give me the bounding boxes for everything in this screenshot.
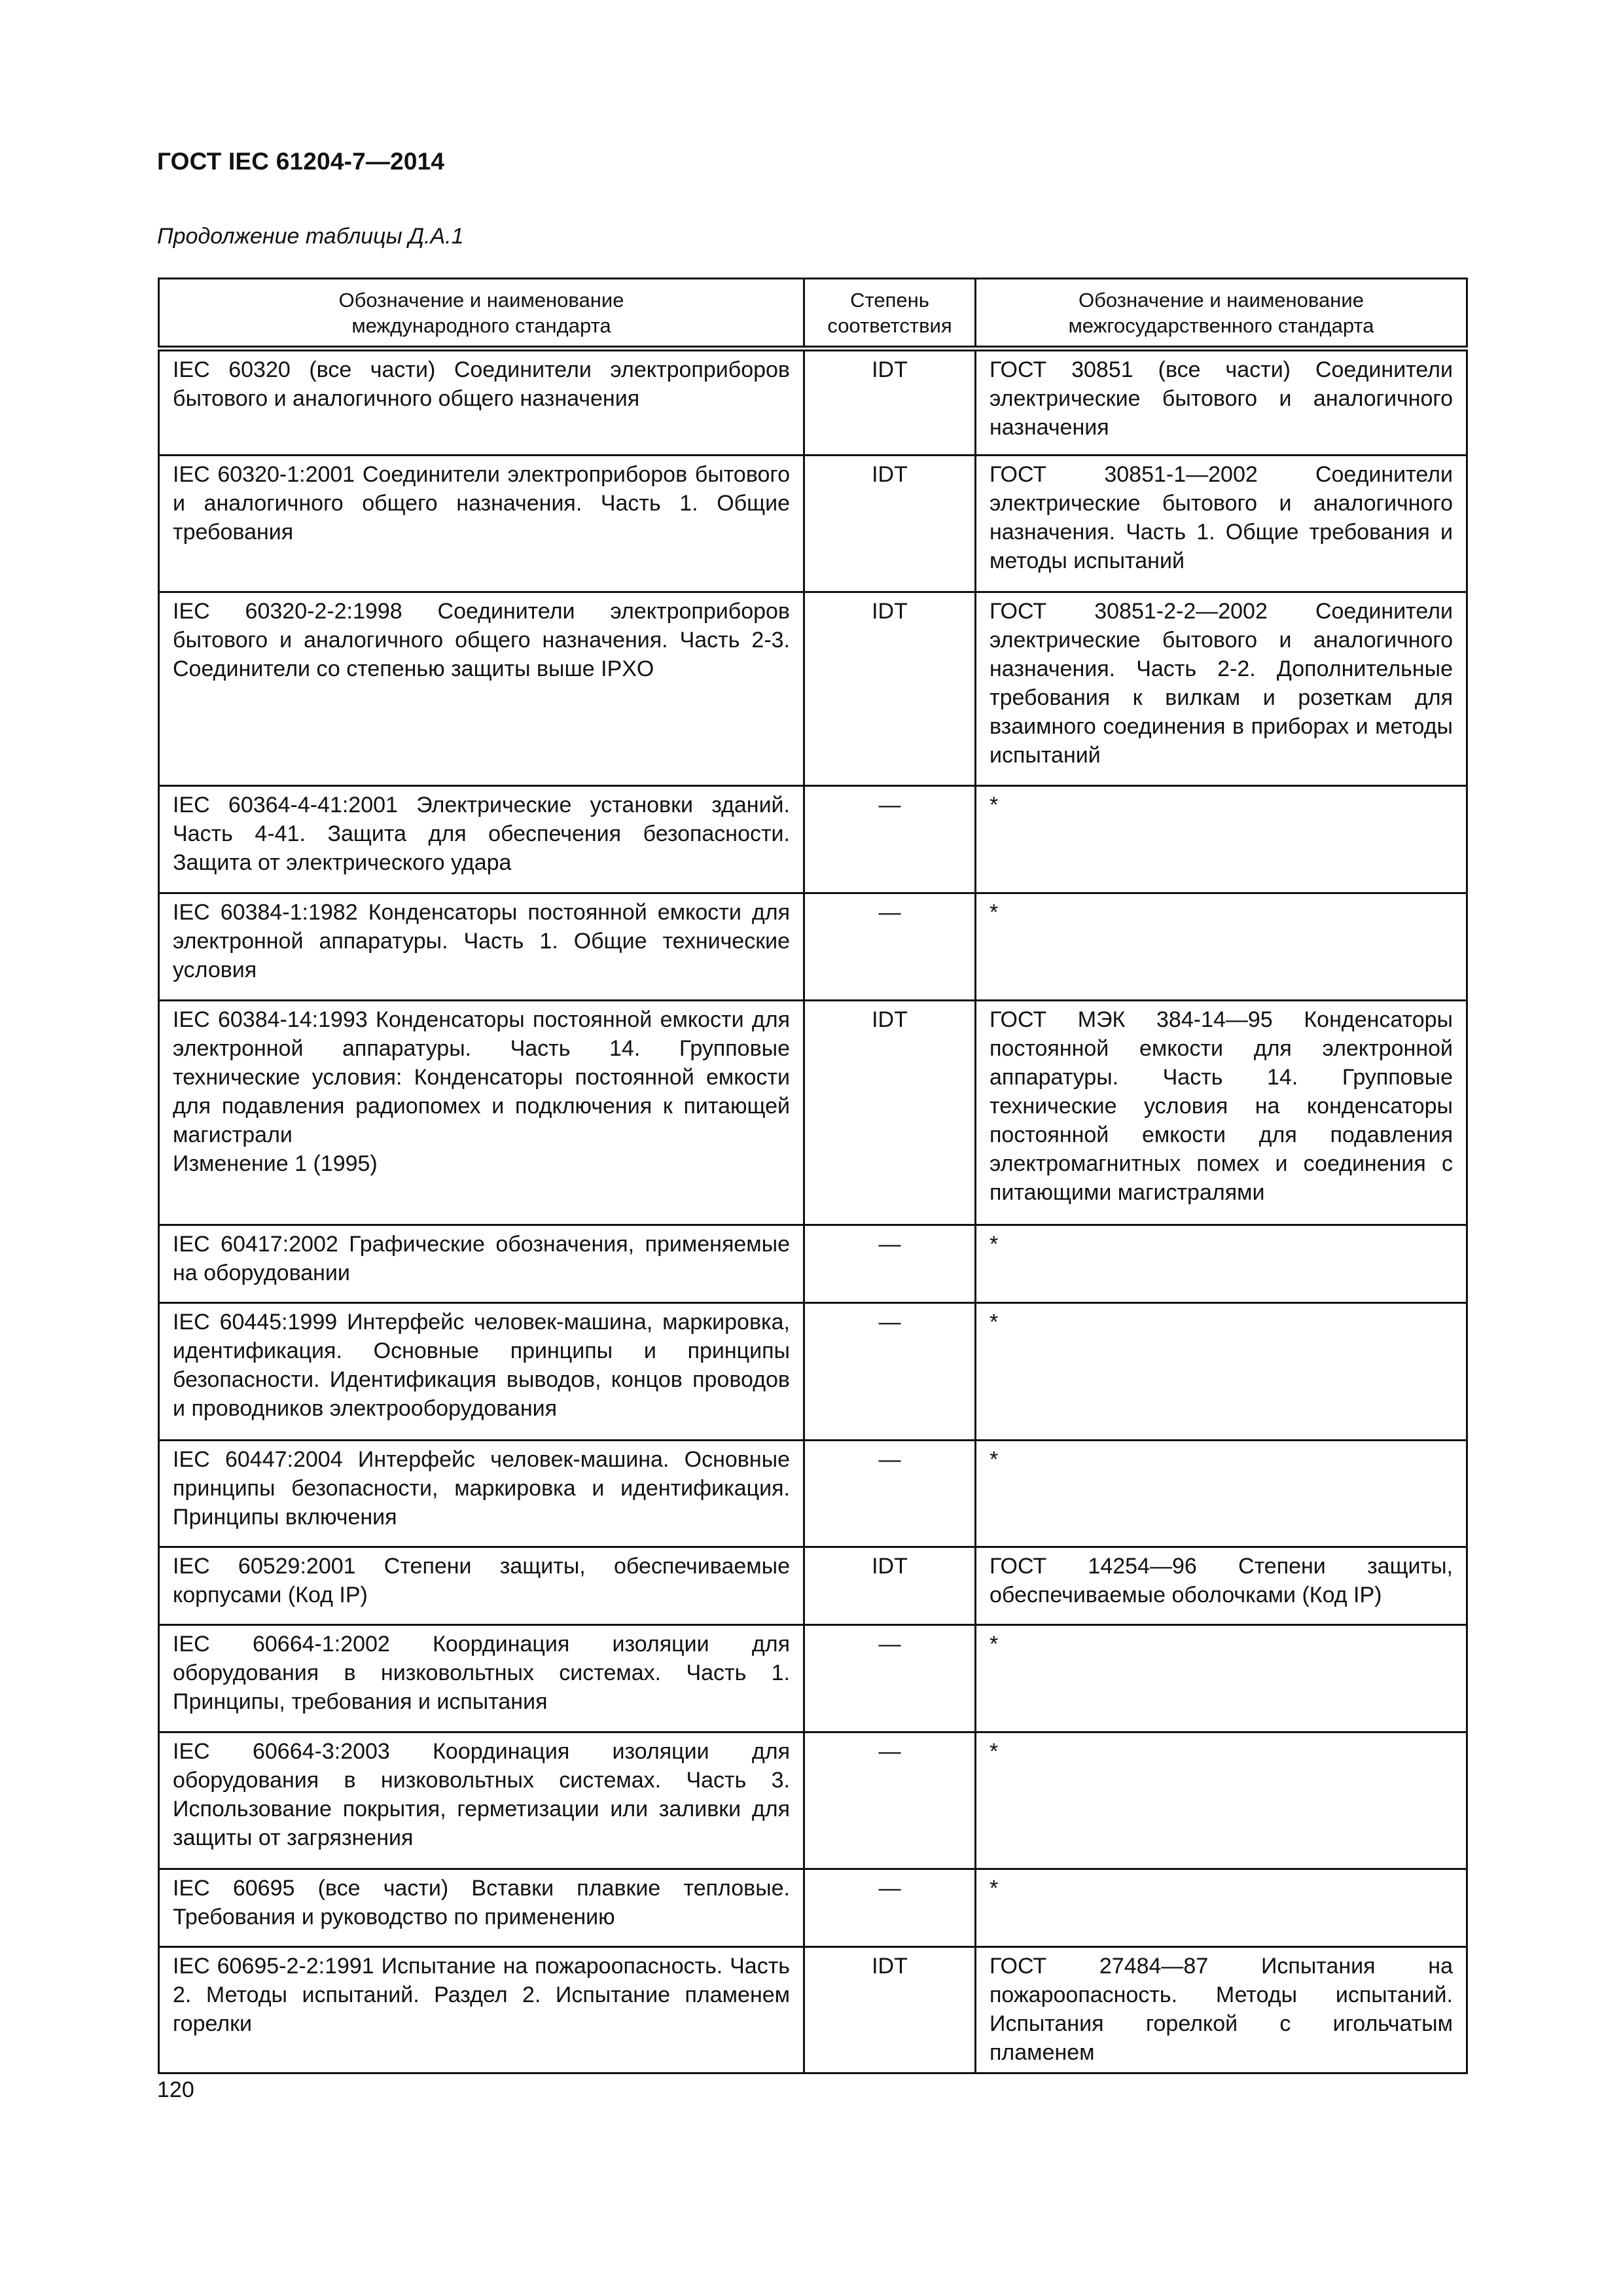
interstate-standard-cell: * (976, 1441, 1467, 1547)
interstate-standard-cell: ГОСТ 14254—96 Степени защиты, обеспечиваемые оболочками (Код IP) (976, 1547, 1467, 1625)
table-header-row (159, 279, 1467, 349)
degree-cell: — (804, 786, 976, 893)
table-row (159, 1869, 1467, 1947)
document-title: ГОСТ IEC 61204-7—2014 (157, 148, 445, 175)
international-standard-cell: IEC 60384-14:1993 Конденсаторы постоянной емкости для электронной аппаратуры. Часть 14. Групповые технические условия: Конденсаторы постоянной емкости для подавления радиопомех и подключения к питающей магистрали Изменение 1 (1995) (159, 1001, 804, 1225)
header-international-label: Обозначение и наименование международного стандарта (338, 288, 624, 337)
international-standard-cell: IEC 60417:2002 Графические обозначения, применяемые на оборудовании (159, 1225, 804, 1303)
degree-cell: — (804, 893, 976, 1001)
header-international-standard (159, 279, 804, 349)
interstate-standard-cell: ГОСТ 30851-1—2002 Соединители электрические бытового и аналогичного назначения. Часть 1. Общие требования и методы испытаний (976, 456, 1467, 592)
table-row (159, 786, 1467, 893)
degree-cell: — (804, 1625, 976, 1732)
degree-cell: IDT (804, 1947, 976, 2073)
degree-cell: — (804, 1225, 976, 1303)
degree-cell: IDT (804, 349, 976, 456)
international-standard-cell: IEC 60320-2-2:1998 Соединители электроприборов бытового и аналогичного общего назначения. Часть 2-3. Соединители со степенью защиты выше IPXO (159, 592, 804, 786)
interstate-standard-cell: ГОСТ 30851 (все части) Соединители электрические бытового и аналогичного назначения (976, 349, 1467, 456)
header-interstate-label: Обозначение и наименование межгосударственного стандарта (1068, 288, 1374, 337)
degree-cell: IDT (804, 592, 976, 786)
interstate-standard-cell: ГОСТ 27484—87 Испытания на пожароопасность. Методы испытаний. Испытания горелкой с игольчатым пламенем (976, 1947, 1467, 2073)
interstate-standard-cell: * (976, 1869, 1467, 1947)
international-standard-cell: IEC 60664-3:2003 Координация изоляции для оборудования в низковольтных системах. Часть 3. Использование покрытия, герметизации или заливки для защиты от загрязнения (159, 1732, 804, 1869)
table-row (159, 1732, 1467, 1869)
degree-cell: IDT (804, 1001, 976, 1225)
table-row (159, 349, 1467, 456)
interstate-standard-cell: * (976, 1732, 1467, 1869)
international-standard-cell: IEC 60664-1:2002 Координация изоляции для оборудования в низковольтных системах. Часть 1. Принципы, требования и испытания (159, 1625, 804, 1732)
table-row (159, 1303, 1467, 1441)
table-row (159, 1225, 1467, 1303)
header-interstate-standard (976, 279, 1467, 349)
international-standard-cell: IEC 60529:2001 Степени защиты, обеспечиваемые корпусами (Код IP) (159, 1547, 804, 1625)
international-standard-cell: IEC 60364-4-41:2001 Электрические установки зданий. Часть 4-41. Защита для обеспечения безопасности. Защита от электрического удара (159, 786, 804, 893)
interstate-standard-cell: ГОСТ 30851-2-2—2002 Соединители электрические бытового и аналогичного назначения. Часть 2-2. Дополнительные требования к вилкам и розеткам для взаимного соединения в приборах и методы испытаний (976, 592, 1467, 786)
interstate-standard-cell: * (976, 786, 1467, 893)
header-degree (804, 279, 976, 349)
degree-cell: — (804, 1441, 976, 1547)
interstate-standard-cell: * (976, 1303, 1467, 1441)
interstate-standard-cell: * (976, 893, 1467, 1001)
table-row (159, 592, 1467, 786)
international-standard-cell: IEC 60384-1:1982 Конденсаторы постоянной емкости для электронной аппаратуры. Часть 1. Общие технические условия (159, 893, 804, 1001)
table-caption: Продолжение таблицы Д.А.1 (157, 224, 464, 249)
table-row (159, 1547, 1467, 1625)
degree-cell: — (804, 1732, 976, 1869)
international-standard-cell: IEC 60445:1999 Интерфейс человек-машина, маркировка, идентификация. Основные принципы и принципы безопасности. Идентификация выводов, концов проводов и проводников электрооборудования (159, 1303, 804, 1441)
international-standard-cell: IEC 60320-1:2001 Соединители электроприборов бытового и аналогичного общего назначения. Часть 1. Общие требования (159, 456, 804, 592)
interstate-standard-cell: ГОСТ МЭК 384-14—95 Конденсаторы постоянной емкости для электронной аппаратуры. Часть 14. Групповые технические условия на конденсаторы постоянной емкости для подавления электромагнитных помех и соединения с питающими магистралями (976, 1001, 1467, 1225)
table-row (159, 893, 1467, 1001)
degree-cell: — (804, 1303, 976, 1441)
international-standard-cell: IEC 60447:2004 Интерфейс человек-машина. Основные принципы безопасности, маркировка и идентификация. Принципы включения (159, 1441, 804, 1547)
table-row (159, 1625, 1467, 1732)
table-row (159, 1001, 1467, 1225)
international-standard-cell: IEC 60695-2-2:1991 Испытание на пожароопасность. Часть 2. Методы испытаний. Раздел 2. Испытание пламенем горелки (159, 1947, 804, 2073)
table-row (159, 1947, 1467, 2073)
table-row (159, 456, 1467, 592)
standards-table (158, 278, 1468, 2074)
degree-cell: — (804, 1869, 976, 1947)
degree-cell: IDT (804, 456, 976, 592)
interstate-standard-cell: * (976, 1225, 1467, 1303)
header-degree-label: Степень соответствия (827, 288, 952, 337)
interstate-standard-cell: * (976, 1625, 1467, 1732)
table-row (159, 1441, 1467, 1547)
international-standard-cell: IEC 60695 (все части) Вставки плавкие тепловые. Требования и руководство по применению (159, 1869, 804, 1947)
page-number: 120 (157, 2077, 194, 2102)
degree-cell: IDT (804, 1547, 976, 1625)
international-standard-cell: IEC 60320 (все части) Соединители электроприборов бытового и аналогичного общего назначения (159, 349, 804, 456)
